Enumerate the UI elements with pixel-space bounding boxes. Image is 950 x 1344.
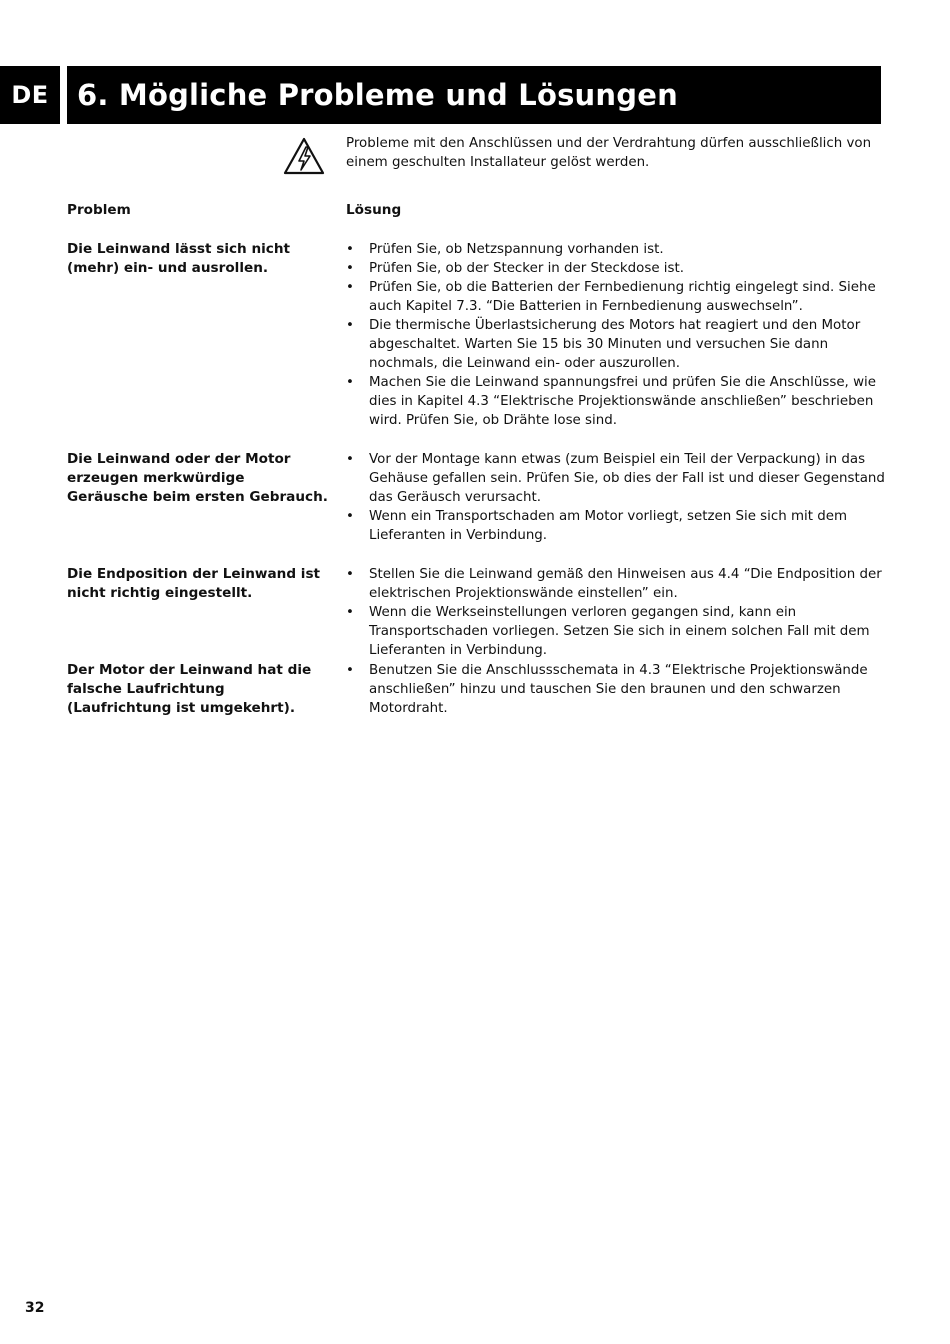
- language-tab: DE: [0, 66, 60, 124]
- bullet-icon: •: [346, 280, 354, 295]
- bullet-icon: •: [346, 663, 354, 678]
- solution-text: Die thermische Überlastsicherung des Motors hat reagiert und den Motor abgeschaltet. Warten Sie 15 bis 30 Minuten und versuchen Sie dann nochmals, die Leinwand ein- oder auszurollen.: [369, 318, 861, 371]
- solution-item: [346, 450, 886, 507]
- solution-column-header: Lösung: [346, 202, 402, 218]
- solution-list: [346, 240, 886, 430]
- bullet-icon: •: [346, 375, 354, 390]
- solution-list: [346, 450, 886, 545]
- solution-text: Wenn ein Transportschaden am Motor vorliegt, setzen Sie sich mit dem Lieferanten in Verbindung.: [369, 509, 848, 543]
- solution-item: [346, 259, 886, 278]
- solution-text: Prüfen Sie, ob Netzspannung vorhanden ist.: [369, 242, 664, 257]
- solution-item: [346, 661, 886, 718]
- solution-list: [346, 565, 886, 660]
- title-bar: [67, 66, 881, 124]
- solution-text: Machen Sie die Leinwand spannungsfrei und prüfen Sie die Anschlüsse, wie dies in Kapitel 4.3 “Elektrische Projektionswände anschließen” beschrieben wird. Prüfen Sie, ob Drähte lose sind.: [369, 375, 876, 428]
- problem-text: Die Endposition der Leinwand ist nicht richtig eingestellt.: [67, 566, 321, 601]
- solution-item: [346, 316, 886, 373]
- electrical-hazard-warning-icon: [283, 137, 325, 175]
- solution-text: Benutzen Sie die Anschlussschemata in 4.3 “Elektrische Projektionswände anschließen” hinzu und tauschen Sie den braunen und den schwarzen Motordraht.: [369, 663, 868, 716]
- bullet-icon: •: [346, 605, 354, 620]
- page-number: 32: [25, 1300, 45, 1316]
- solution-item: [346, 507, 886, 545]
- installer-notice: Probleme mit den Anschlüssen und der Verdrahtung dürfen ausschließlich von einem geschulten Installateur gelöst werden.: [346, 136, 872, 170]
- bullet-icon: •: [346, 452, 354, 467]
- bullet-icon: •: [346, 242, 354, 257]
- page-title: 6. Mögliche Probleme und Lösungen: [77, 78, 678, 112]
- bullet-icon: •: [346, 318, 354, 333]
- bullet-icon: •: [346, 567, 354, 582]
- solution-item: [346, 240, 886, 259]
- solution-text: Vor der Montage kann etwas (zum Beispiel ein Teil der Verpackung) in das Gehäuse gefallen sein. Prüfen Sie, ob dies der Fall ist und dieser Gegenstand das Geräusch verursacht.: [369, 452, 885, 505]
- problem-text: Der Motor der Leinwand hat die falsche Laufrichtung (Laufrichtung ist umgekehrt).: [67, 662, 312, 716]
- solution-item: [346, 373, 886, 430]
- solution-item: [346, 278, 886, 316]
- solution-text: Prüfen Sie, ob die Batterien der Fernbedienung richtig eingelegt sind. Siehe auch Kapitel 7.3. “Die Batterien in Fernbedienung auswechseln”.: [369, 280, 876, 314]
- problem-column-header: Problem: [67, 202, 131, 218]
- bullet-icon: •: [346, 261, 354, 276]
- solution-text: Wenn die Werkseinstellungen verloren gegangen sind, kann ein Transportschaden vorliegen. Setzen Sie sich in einem solchen Fall mit dem Lieferanten in Verbindung.: [369, 605, 870, 658]
- solution-text: Stellen Sie die Leinwand gemäß den Hinweisen aus 4.4 “Die Endposition der elektrischen Projektionswände einstellen” ein.: [369, 567, 882, 601]
- solution-text: Prüfen Sie, ob der Stecker in der Steckdose ist.: [369, 261, 685, 276]
- bullet-icon: •: [346, 509, 354, 524]
- solution-list: [346, 661, 886, 718]
- problem-text: Die Leinwand lässt sich nicht (mehr) ein- und ausrollen.: [67, 241, 291, 276]
- solution-item: [346, 603, 886, 660]
- problem-text: Die Leinwand oder der Motor erzeugen merkwürdige Geräusche beim ersten Gebrauch.: [67, 451, 328, 505]
- solution-item: [346, 565, 886, 603]
